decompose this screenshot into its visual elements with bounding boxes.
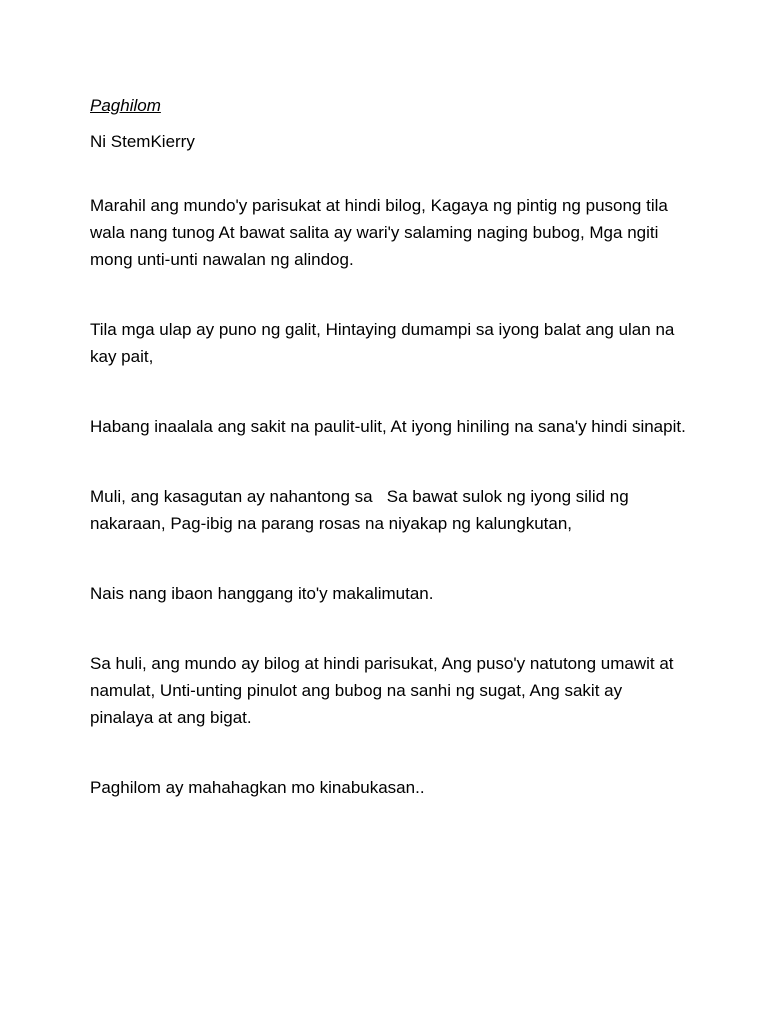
poem-author: Ni StemKierry bbox=[90, 132, 195, 151]
poem-title: Paghilom bbox=[90, 96, 161, 115]
stanza-4: Muli, ang kasagutan ay nahantong sa Sa bawat sulok ng iyong silid ng nakaraan, Pag-ibig na parang rosas na niyakap ng kalungkutan, bbox=[90, 487, 634, 533]
stanza-6: Sa huli, ang mundo ay bilog at hindi parisukat, Ang puso'y natutong umawit at namulat, Unti-unting pinulot ang bubog na sanhi ng sugat, Ang sakit ay pinalaya at ang bigat. bbox=[90, 654, 679, 727]
stanza-5: Nais nang ibaon hanggang ito'y makalimutan. bbox=[90, 584, 434, 603]
stanza-3: Habang inaalala ang sakit na paulit-ulit, At iyong hiniling na sana'y hindi sinapit. bbox=[90, 417, 686, 436]
stanza-7: Paghilom ay mahahagkan mo kinabukasan.. bbox=[90, 778, 425, 797]
stanza-2: Tila mga ulap ay puno ng galit, Hintaying dumampi sa iyong balat ang ulan na kay pait, bbox=[90, 320, 680, 366]
stanza-1: Marahil ang mundo'y parisukat at hindi bilog, Kagaya ng pintig ng pusong tila wala nang tunog At bawat salita ay wari'y salaming naging bubog, Mga ngiti mong unti-unti nawalan ng alindog. bbox=[90, 196, 673, 269]
document-page bbox=[90, 94, 690, 844]
